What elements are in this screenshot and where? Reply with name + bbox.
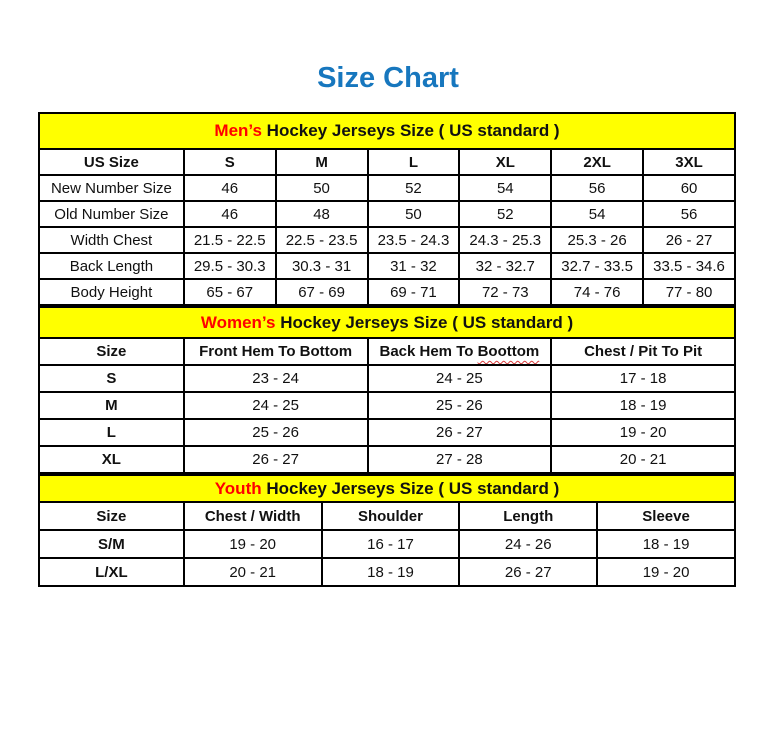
row-label: S xyxy=(39,365,184,392)
column-header: XL xyxy=(459,149,551,175)
size-value: 54 xyxy=(551,201,643,227)
table-row xyxy=(39,558,735,586)
band-row xyxy=(39,475,735,502)
band-highlight: Youth xyxy=(214,478,262,498)
column-header: Size xyxy=(39,338,184,365)
size-value: 31 - 32 xyxy=(368,253,460,279)
table-row xyxy=(39,175,735,201)
size-value: 23.5 - 24.3 xyxy=(368,227,460,253)
size-value: 24 - 25 xyxy=(368,365,552,392)
size-value: 26 - 27 xyxy=(184,446,368,473)
mens-band-title xyxy=(39,113,735,149)
band-row xyxy=(39,307,735,338)
misspelled-word: Boottom xyxy=(477,343,540,360)
size-value: 54 xyxy=(459,175,551,201)
size-value: 32.7 - 33.5 xyxy=(551,253,643,279)
column-header: Length xyxy=(459,502,597,530)
table-row xyxy=(39,227,735,253)
row-label: Old Number Size xyxy=(39,201,184,227)
womens-band-title xyxy=(39,307,735,338)
row-label: Width Chest xyxy=(39,227,184,253)
column-header: 2XL xyxy=(551,149,643,175)
size-value: 33.5 - 34.6 xyxy=(643,253,735,279)
size-value: 65 - 67 xyxy=(184,279,276,305)
size-value: 48 xyxy=(276,201,368,227)
size-value: 50 xyxy=(276,175,368,201)
size-value: 25 - 26 xyxy=(368,392,552,419)
band-highlight: Men’s xyxy=(214,121,262,140)
size-value: 24 - 25 xyxy=(184,392,368,419)
band-row xyxy=(39,113,735,149)
womens-size-table xyxy=(38,306,736,474)
size-value: 24 - 26 xyxy=(459,530,597,558)
row-label: New Number Size xyxy=(39,175,184,201)
size-value: 56 xyxy=(643,201,735,227)
size-value: 27 - 28 xyxy=(368,446,552,473)
size-value: 67 - 69 xyxy=(276,279,368,305)
youth-size-table xyxy=(38,474,736,587)
column-header: L xyxy=(368,149,460,175)
header-row xyxy=(39,149,735,175)
size-value: 25.3 - 26 xyxy=(551,227,643,253)
row-label: L xyxy=(39,419,184,446)
table-row xyxy=(39,253,735,279)
size-value: 74 - 76 xyxy=(551,279,643,305)
column-header: Chest / Pit To Pit xyxy=(551,338,735,365)
size-value: 46 xyxy=(184,175,276,201)
size-value: 19 - 20 xyxy=(551,419,735,446)
size-value: 56 xyxy=(551,175,643,201)
size-value: 19 - 20 xyxy=(184,530,322,558)
table-row xyxy=(39,201,735,227)
size-value: 22.5 - 23.5 xyxy=(276,227,368,253)
row-label: L/XL xyxy=(39,558,184,586)
size-value: 26 - 27 xyxy=(643,227,735,253)
column-header: US Size xyxy=(39,149,184,175)
table-row xyxy=(39,419,735,446)
size-value: 17 - 18 xyxy=(551,365,735,392)
size-chart xyxy=(38,112,736,587)
table-row xyxy=(39,446,735,473)
column-header: Size xyxy=(39,502,184,530)
column-header: S xyxy=(184,149,276,175)
row-label: XL xyxy=(39,446,184,473)
youth-band-title xyxy=(39,475,735,502)
size-value: 60 xyxy=(643,175,735,201)
mens-size-table xyxy=(38,112,736,306)
size-value: 77 - 80 xyxy=(643,279,735,305)
size-value: 29.5 - 30.3 xyxy=(184,253,276,279)
column-header: Sleeve xyxy=(597,502,735,530)
size-value: 21.5 - 22.5 xyxy=(184,227,276,253)
size-value: 20 - 21 xyxy=(184,558,322,586)
column-header: M xyxy=(276,149,368,175)
size-value: 52 xyxy=(368,175,460,201)
size-value: 26 - 27 xyxy=(459,558,597,586)
row-label: Body Height xyxy=(39,279,184,305)
size-value: 25 - 26 xyxy=(184,419,368,446)
column-header: Chest / Width xyxy=(184,502,322,530)
size-value: 32 - 32.7 xyxy=(459,253,551,279)
size-value: 50 xyxy=(368,201,460,227)
row-label: S/M xyxy=(39,530,184,558)
band-highlight: Women’s xyxy=(200,312,276,332)
table-row xyxy=(39,530,735,558)
size-value: 23 - 24 xyxy=(184,365,368,392)
page-title: Size Chart xyxy=(317,62,459,94)
size-value: 52 xyxy=(459,201,551,227)
size-value: 26 - 27 xyxy=(368,419,552,446)
size-value: 18 - 19 xyxy=(322,558,460,586)
column-header: Back Hem To Boottom xyxy=(368,338,552,365)
size-value: 19 - 20 xyxy=(597,558,735,586)
size-value: 20 - 21 xyxy=(551,446,735,473)
column-header: Shoulder xyxy=(322,502,460,530)
size-value: 30.3 - 31 xyxy=(276,253,368,279)
row-label: Back Length xyxy=(39,253,184,279)
row-label: M xyxy=(39,392,184,419)
header-row xyxy=(39,338,735,365)
size-value: 16 - 17 xyxy=(322,530,460,558)
header-row xyxy=(39,502,735,530)
table-row xyxy=(39,392,735,419)
size-value: 69 - 71 xyxy=(368,279,460,305)
size-value: 18 - 19 xyxy=(551,392,735,419)
table-row xyxy=(39,279,735,305)
size-value: 18 - 19 xyxy=(597,530,735,558)
table-row xyxy=(39,365,735,392)
size-value: 46 xyxy=(184,201,276,227)
band-rest: Hockey Jerseys Size ( US standard ) xyxy=(275,312,574,332)
band-rest: Hockey Jerseys Size ( US standard ) xyxy=(261,121,560,140)
size-value: 24.3 - 25.3 xyxy=(459,227,551,253)
column-header: 3XL xyxy=(643,149,735,175)
column-header: Front Hem To Bottom xyxy=(184,338,368,365)
size-value: 72 - 73 xyxy=(459,279,551,305)
band-rest: Hockey Jerseys Size ( US standard ) xyxy=(261,478,560,498)
